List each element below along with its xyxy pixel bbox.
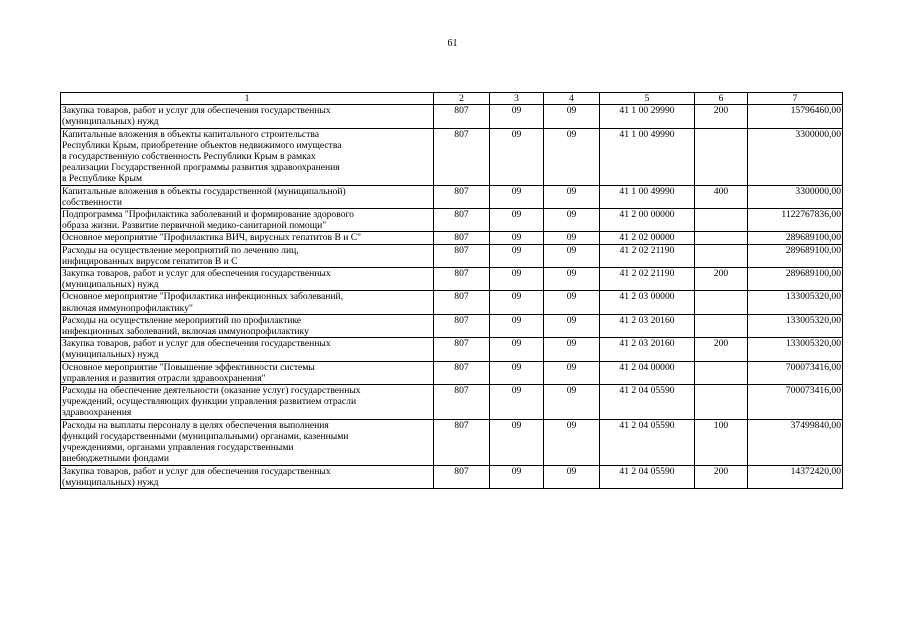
row-section-code: 09 xyxy=(490,419,544,465)
row-target-article: 41 2 04 00000 xyxy=(600,361,695,384)
row-section-code: 09 xyxy=(490,314,544,337)
row-expense-type xyxy=(695,314,748,337)
row-subsection-code: 09 xyxy=(544,361,600,384)
row-name: Основное мероприятие "Повышение эффективности системы управления и развития отрасли здравоохранения" xyxy=(61,361,434,384)
row-target-article: 41 2 04 05590 xyxy=(600,465,695,488)
row-target-article: 41 2 04 05590 xyxy=(600,385,695,420)
header-row xyxy=(61,93,843,105)
row-section-code: 09 xyxy=(490,244,544,267)
row-expense-type xyxy=(695,244,748,267)
row-target-article: 41 2 02 00000 xyxy=(600,232,695,244)
row-expense-type: 200 xyxy=(695,105,748,128)
row-name: Основное мероприятие "Профилактика инфекционных заболеваний, включая иммунопрофилактику" xyxy=(61,291,434,314)
row-subsection-code: 09 xyxy=(544,385,600,420)
row-ministry-code: 807 xyxy=(434,291,490,314)
row-expense-type xyxy=(695,209,748,232)
row-subsection-code: 09 xyxy=(544,291,600,314)
row-section-code: 09 xyxy=(490,105,544,128)
table-row xyxy=(61,419,843,465)
budget-table xyxy=(60,92,843,489)
table-row xyxy=(61,465,843,488)
table-row xyxy=(61,105,843,128)
row-ministry-code: 807 xyxy=(434,209,490,232)
row-amount: 700073416,00 xyxy=(748,385,843,420)
table-row xyxy=(61,291,843,314)
row-name: Закупка товаров, работ и услуг для обеспечения государственных (муниципальных) нужд xyxy=(61,268,434,291)
table-row xyxy=(61,209,843,232)
row-subsection-code: 09 xyxy=(544,268,600,291)
row-subsection-code: 09 xyxy=(544,209,600,232)
row-name: Основное мероприятие "Профилактика ВИЧ, вирусных гепатитов В и С" xyxy=(61,232,434,244)
row-subsection-code: 09 xyxy=(544,105,600,128)
table-row xyxy=(61,361,843,384)
column-header: 4 xyxy=(544,93,600,105)
row-target-article: 41 1 00 49990 xyxy=(600,185,695,208)
row-amount: 289689100,00 xyxy=(748,244,843,267)
row-section-code: 09 xyxy=(490,128,544,185)
row-section-code: 09 xyxy=(490,361,544,384)
page-number: 61 xyxy=(447,38,458,49)
row-ministry-code: 807 xyxy=(434,244,490,267)
table-row xyxy=(61,185,843,208)
row-amount: 14372420,00 xyxy=(748,465,843,488)
row-expense-type: 200 xyxy=(695,338,748,361)
table-row xyxy=(61,244,843,267)
row-section-code: 09 xyxy=(490,338,544,361)
row-amount: 700073416,00 xyxy=(748,361,843,384)
row-subsection-code: 09 xyxy=(544,465,600,488)
row-expense-type xyxy=(695,385,748,420)
row-amount: 289689100,00 xyxy=(748,268,843,291)
table-row xyxy=(61,232,843,244)
row-section-code: 09 xyxy=(490,268,544,291)
row-amount: 133005320,00 xyxy=(748,291,843,314)
row-name: Расходы на осуществление мероприятий по лечению лиц, инфицированных вирусом гепатитов В и С xyxy=(61,244,434,267)
row-name: Расходы на обеспечение деятельности (оказание услуг) государственных учреждений, осуществляющих функции управления развитием отрасли здравоохранения xyxy=(61,385,434,420)
row-ministry-code: 807 xyxy=(434,232,490,244)
row-expense-type xyxy=(695,232,748,244)
row-amount: 15796460,00 xyxy=(748,105,843,128)
row-name: Капитальные вложения в объекты государственной (муниципальной) собственности xyxy=(61,185,434,208)
table-row xyxy=(61,268,843,291)
row-expense-type xyxy=(695,128,748,185)
row-target-article: 41 2 00 00000 xyxy=(600,209,695,232)
row-expense-type: 200 xyxy=(695,465,748,488)
row-section-code: 09 xyxy=(490,465,544,488)
row-target-article: 41 2 02 21190 xyxy=(600,244,695,267)
row-ministry-code: 807 xyxy=(434,419,490,465)
row-name: Расходы на выплаты персоналу в целях обеспечения выполнения функций государственными (муниципальными) органами, казенными учреждениями, органами управления государственными внебюджетными фондами xyxy=(61,419,434,465)
row-subsection-code: 09 xyxy=(544,128,600,185)
row-section-code: 09 xyxy=(490,385,544,420)
table-row xyxy=(61,385,843,420)
column-header: 1 xyxy=(61,93,434,105)
row-ministry-code: 807 xyxy=(434,314,490,337)
row-name: Подпрограмма "Профилактика заболеваний и формирование здорового образа жизни. Развитие первичной медико-санитарной помощи" xyxy=(61,209,434,232)
row-ministry-code: 807 xyxy=(434,105,490,128)
row-ministry-code: 807 xyxy=(434,338,490,361)
row-target-article: 41 1 00 29990 xyxy=(600,105,695,128)
row-subsection-code: 09 xyxy=(544,244,600,267)
table-row xyxy=(61,128,843,185)
row-amount: 133005320,00 xyxy=(748,338,843,361)
row-section-code: 09 xyxy=(490,185,544,208)
row-subsection-code: 09 xyxy=(544,419,600,465)
row-target-article: 41 1 00 49990 xyxy=(600,128,695,185)
row-amount: 1122767836,00 xyxy=(748,209,843,232)
row-ministry-code: 807 xyxy=(434,385,490,420)
row-target-article: 41 2 03 20160 xyxy=(600,314,695,337)
row-expense-type: 100 xyxy=(695,419,748,465)
row-amount: 37499840,00 xyxy=(748,419,843,465)
row-target-article: 41 2 02 21190 xyxy=(600,268,695,291)
row-amount: 3300000,00 xyxy=(748,185,843,208)
row-ministry-code: 807 xyxy=(434,465,490,488)
row-name: Капитальные вложения в объекты капитального строительства Республики Крым, приобретение объектов недвижимого имущества в государственную собственность Республики Крым в рамках реализации Государственной программы развития здравоохранения в Республике Крым xyxy=(61,128,434,185)
row-ministry-code: 807 xyxy=(434,268,490,291)
row-section-code: 09 xyxy=(490,209,544,232)
row-amount: 133005320,00 xyxy=(748,314,843,337)
table-row xyxy=(61,338,843,361)
row-ministry-code: 807 xyxy=(434,361,490,384)
row-name: Закупка товаров, работ и услуг для обеспечения государственных (муниципальных) нужд xyxy=(61,105,434,128)
row-amount: 289689100,00 xyxy=(748,232,843,244)
row-target-article: 41 2 03 20160 xyxy=(600,338,695,361)
row-ministry-code: 807 xyxy=(434,128,490,185)
row-name: Закупка товаров, работ и услуг для обеспечения государственных (муниципальных) нужд xyxy=(61,338,434,361)
row-expense-type xyxy=(695,291,748,314)
row-expense-type: 200 xyxy=(695,268,748,291)
row-amount: 3300000,00 xyxy=(748,128,843,185)
row-name: Расходы на осуществление мероприятий по профилактике инфекционных заболеваний, включая иммунопрофилактику xyxy=(61,314,434,337)
row-section-code: 09 xyxy=(490,232,544,244)
row-expense-type: 400 xyxy=(695,185,748,208)
column-header: 3 xyxy=(490,93,544,105)
row-expense-type xyxy=(695,361,748,384)
row-subsection-code: 09 xyxy=(544,185,600,208)
row-target-article: 41 2 04 05590 xyxy=(600,419,695,465)
row-section-code: 09 xyxy=(490,291,544,314)
row-subsection-code: 09 xyxy=(544,232,600,244)
row-target-article: 41 2 03 00000 xyxy=(600,291,695,314)
row-name: Закупка товаров, работ и услуг для обеспечения государственных (муниципальных) нужд xyxy=(61,465,434,488)
row-subsection-code: 09 xyxy=(544,314,600,337)
column-header: 5 xyxy=(600,93,695,105)
row-ministry-code: 807 xyxy=(434,185,490,208)
table-row xyxy=(61,314,843,337)
row-subsection-code: 09 xyxy=(544,338,600,361)
column-header: 6 xyxy=(695,93,748,105)
column-header: 7 xyxy=(748,93,843,105)
column-header: 2 xyxy=(434,93,490,105)
